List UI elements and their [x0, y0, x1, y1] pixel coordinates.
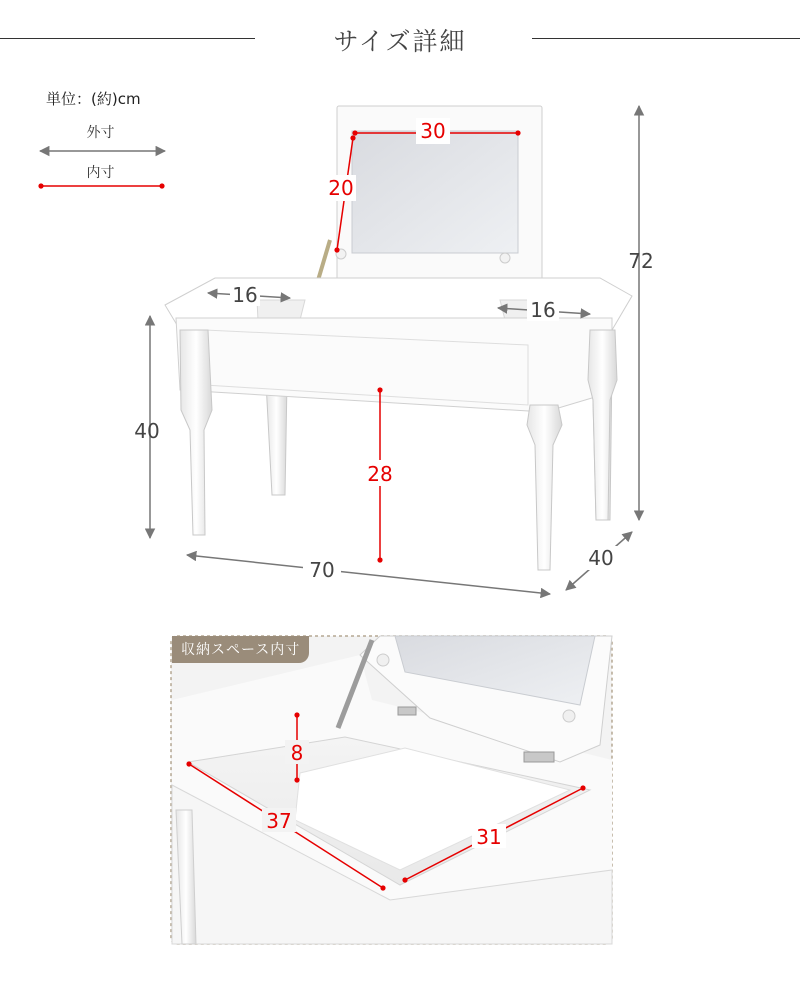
legend-inner-label: 内寸: [86, 165, 115, 181]
label-table-height: 40: [134, 419, 160, 443]
storage-badge: 収納スペース内寸: [172, 636, 309, 663]
label-depth: 40: [588, 546, 614, 570]
label-under-clearance: 28: [367, 462, 393, 486]
label-mirror-width: 30: [420, 119, 446, 143]
label-total-height: 72: [628, 249, 654, 273]
storage-detail-panel: [171, 636, 612, 944]
label-side-left: 16: [232, 283, 258, 307]
dim-under-clearance: [362, 387, 398, 562]
dim-total-height: [628, 106, 653, 520]
label-storage-depth: 8: [290, 741, 304, 765]
unit-label: 単位：(約)cm: [46, 90, 141, 108]
legend-outer-label: 外寸: [86, 125, 115, 141]
label-mirror-height: 20: [328, 176, 354, 200]
label-storage-length: 31: [476, 825, 502, 849]
label-width: 70: [309, 558, 335, 582]
label-storage-width: 37: [266, 809, 292, 833]
page-title: サイズ詳細: [333, 27, 467, 56]
dim-width: [187, 555, 550, 594]
label-side-right: 16: [530, 298, 556, 322]
dim-depth: [566, 532, 632, 590]
dim-table-height: [134, 316, 159, 538]
dressing-table-illustration: [165, 106, 632, 570]
legend-inner-line: [38, 183, 164, 188]
